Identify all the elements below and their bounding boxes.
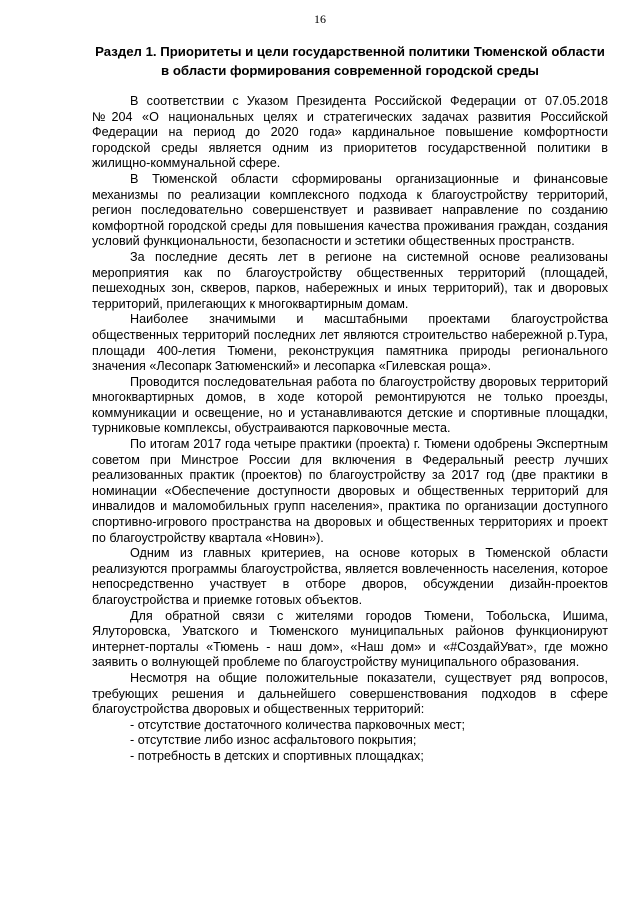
paragraph: Проводится последовательная работа по благоустройству дворовых территорий многоквартирных домов, в ходе которой ремонтируются не только проезды, коммуникации и освещение, но и устанавливаются детские и спортивные площадки, турниковые комплексы, обустраиваются парковочные места.: [92, 374, 608, 436]
paragraph: За последние десять лет в регионе на системной основе реализованы мероприятия как по благоустройству общественных территорий (площадей, пешеходных зон, скверов, парков, набережных и иных территорий), так и дворовых территорий, прилегающих к многоквартирным домам.: [92, 249, 608, 311]
paragraph: В Тюменской области сформированы организационные и финансовые механизмы по реализации комплексного подхода к благоустройству территорий, регион последовательно совершенствует и развивает направление по созданию комфортной городской среды для повышения качества проживания граждан, создания условий функциональности, безопасности и эстетики общественных пространств.: [92, 171, 608, 249]
paragraph: Наиболее значимыми и масштабными проектами благоустройства общественных территорий последних лет являются строительство набережной р.Тура, площади 400-летия Тюмени, реконструкция памятника природы регионального значения «Лесопарк Затюменский» и лесопарка «Гилевская роща».: [92, 312, 608, 374]
document-body: [92, 94, 608, 765]
section-title: Раздел 1. Приоритеты и цели государственной политики Тюменской области в области формирования современной городской среды: [95, 44, 605, 78]
page-number: 16: [314, 12, 326, 26]
paragraph: Для обратной связи с жителями городов Тюмени, Тобольска, Ишима, Ялуторовска, Уватского и Тюменского муниципальных районов функционируют интернет-порталы «Тюмень - наш дом», «Наш дом» и «#СоздайУват», где можно заявить о волнующей проблеме по благоустройству муниципального образования.: [92, 608, 608, 670]
paragraph: Несмотря на общие положительные показатели, существует ряд вопросов, требующих решения и дальнейшего совершенствования подходов в сфере благоустройства дворовых и общественных территорий:: [92, 670, 608, 717]
paragraph: В соответствии с Указом Президента Российской Федерации от 07.05.2018 №204 «О национальных целях и стратегических задачах развития Российской Федерации на период до 2020 года» кардинальное повышение комфортности городской среды является одним из приоритетов государственной политики в жилищно-коммунальной сфере.: [92, 94, 608, 171]
paragraph: По итогам 2017 года четыре практики (проекта) г. Тюмени одобрены Экспертным советом при Минстрое России для включения в Федеральный реестр лучших реализованных практик (проектов) по благоустройству за 2017 год (две практики в номинации «Обеспечение доступности дворовых и общественных территорий для инвалидов и маломобильных групп населения», практика по организации доступного спортивно-игрового пространства на дворовых и общественных территориях и проект по благоустройству квартала «Новин»).: [92, 437, 608, 545]
list-item: - потребность в детских и спортивных площадках;: [130, 748, 424, 763]
paragraph: Одним из главных критериев, на основе которых в Тюменской области реализуются программы благоустройства, является вовлеченность населения, которое непосредственно участвует в отборе дворов, обсуждении дизайн-проектов благоустройства и приемке готовых объектов.: [92, 546, 608, 607]
list-item: - отсутствие достаточного количества парковочных мест;: [130, 717, 466, 732]
list-item: - отсутствие либо износ асфальтового покрытия;: [130, 733, 417, 748]
